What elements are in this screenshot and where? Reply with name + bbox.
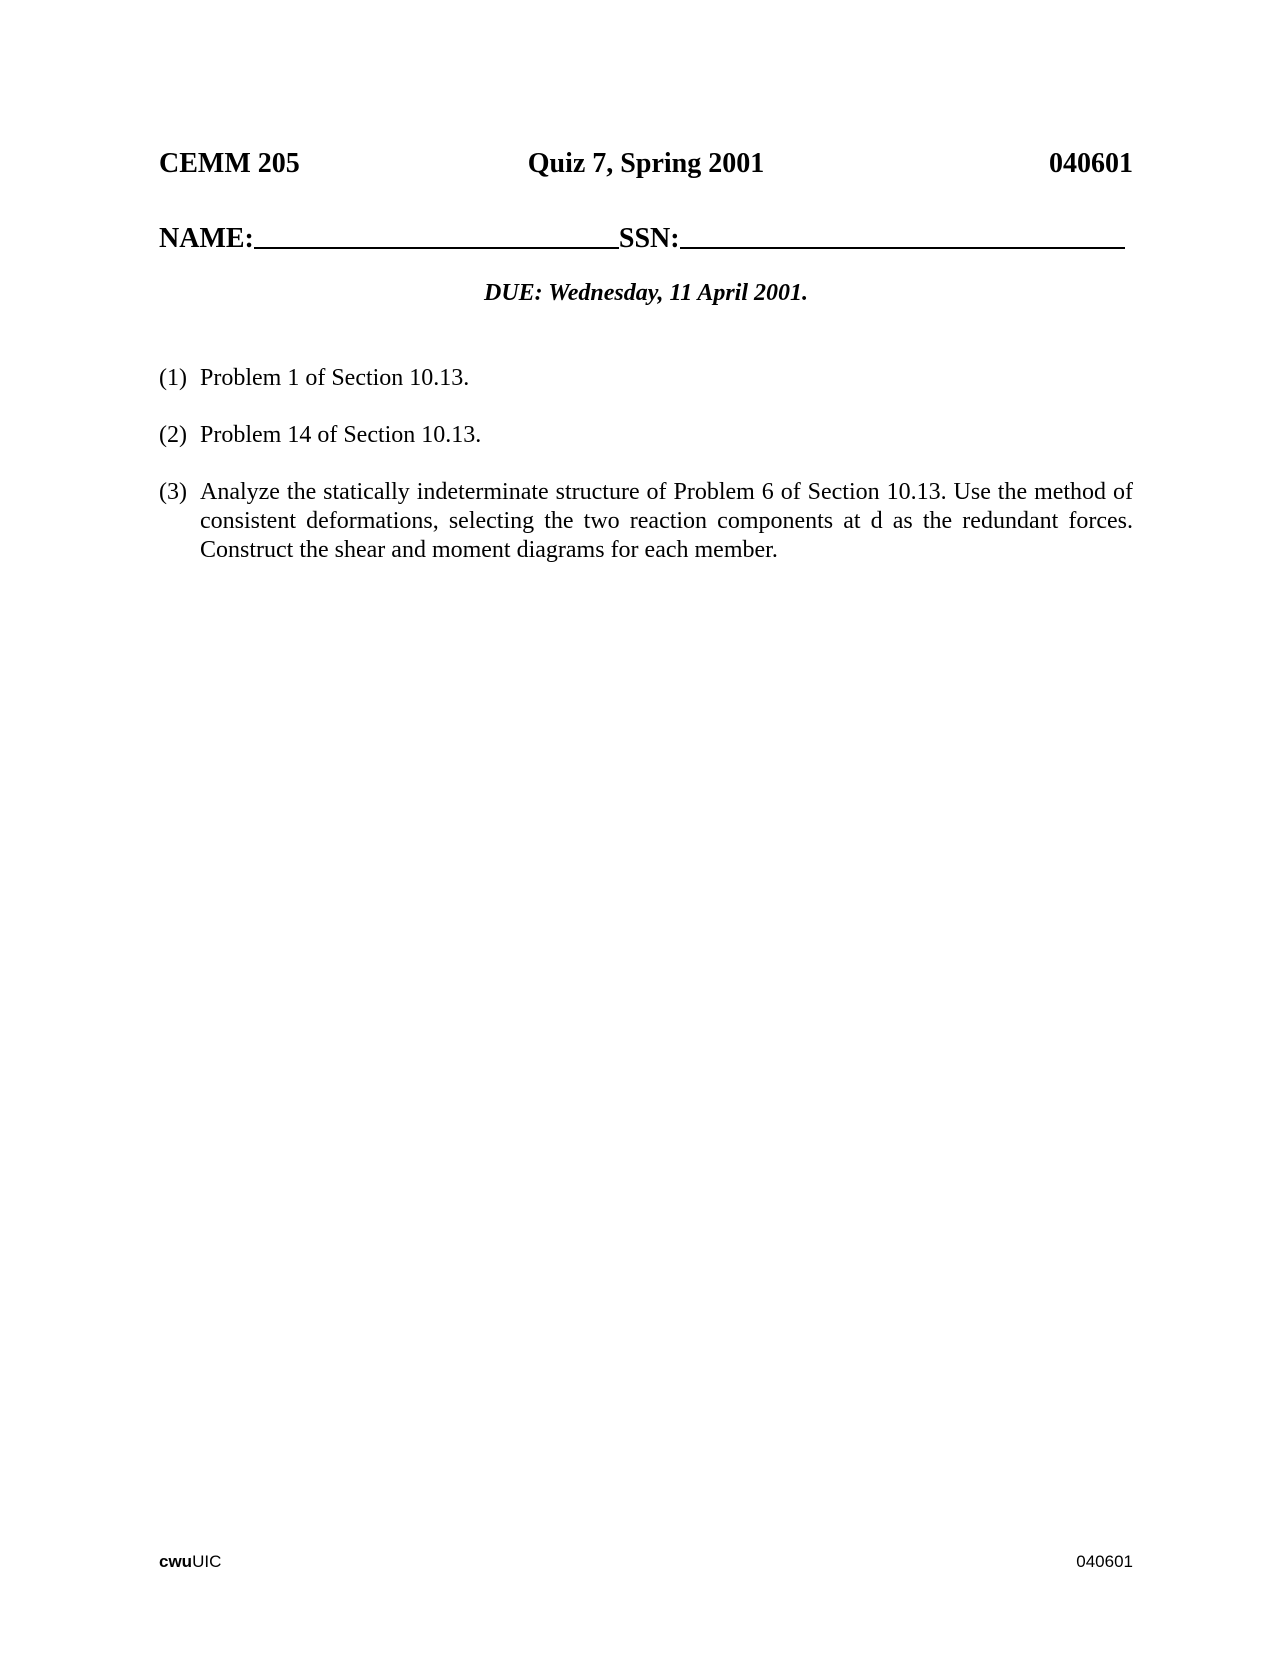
name-blank-line: [254, 247, 619, 249]
header: [159, 148, 1133, 188]
quiz-title: Quiz 7, Spring 2001: [527, 148, 765, 179]
footer-brand-regular: UIC: [192, 1552, 222, 1571]
course-code: CEMM 205: [159, 148, 300, 179]
problem-item: [159, 421, 1133, 450]
student-info-row: [159, 215, 1125, 255]
document-code: 040601: [1049, 148, 1133, 179]
problem-item: [159, 364, 1133, 393]
problem-item: [159, 478, 1133, 565]
footer-right: 040601: [1076, 1552, 1133, 1571]
problem-number: (3): [159, 479, 187, 505]
due-date: DUE: Wednesday, 11 April 2001.: [483, 280, 808, 306]
footer-brand-bold: cwu: [159, 1552, 193, 1571]
ssn-blank-line: [680, 247, 1125, 249]
footer-left: [159, 1552, 221, 1572]
problem-number: (1): [159, 365, 187, 391]
problem-text: Analyze the statically indeterminate structure of Problem 6 of Section 10.13. Use the method of consistent deformations, selecting the two reaction components at d as the redundant forces. Construct the shear and moment diagrams for each member.: [200, 479, 1133, 563]
problem-list: [159, 364, 1133, 593]
ssn-label: SSN:: [618, 223, 680, 254]
problem-text: Problem 14 of Section 10.13.: [200, 422, 482, 448]
name-label: NAME:: [159, 223, 254, 254]
problem-number: (2): [159, 422, 187, 448]
problem-text: Problem 1 of Section 10.13.: [200, 365, 470, 391]
